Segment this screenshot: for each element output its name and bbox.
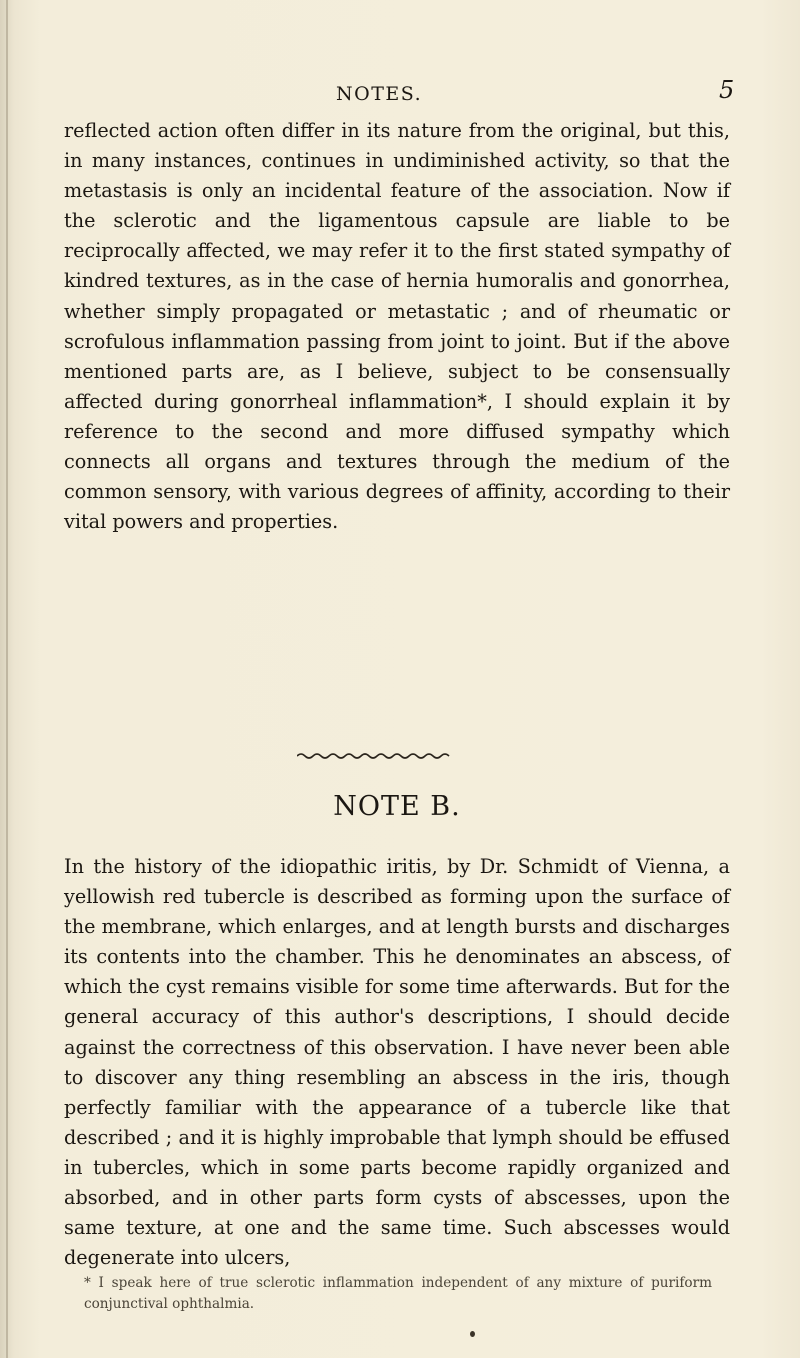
note-b-paragraph: In the history of the idiopathic iritis, by Dr. Schmidt of Vienna, a yellowish red tubercle is described as forming upon the surface of the membrane, which enlarges, and at length bursts and discharges its contents into the chamber. This he denominates an abscess, of which the cyst remains visible for some time afterwards. But for the general accuracy of this author's descriptions, I should decide against the correctness of this observation. I have never been able to discover any thing resembling an abscess in the iris, though perfectly familiar with the appearance of a tubercle like that described ; and it is highly improbable that lymph should be effused in tubercles, which in some parts become rapidly organized and absorbed, and in other parts form cysts of abscesses, upon the same texture, at one and the same time. Such abscesses would degenerate into ulcers, [64, 855, 730, 1270]
running-head [0, 76, 800, 113]
note-b-text [64, 852, 730, 1273]
running-title: NOTES. [336, 83, 423, 105]
footnote [84, 1273, 712, 1315]
footnote-text: * I speak here of true sclerotic inflammation independent of any mixture of puriform conjunctival ophthalmia. [84, 1275, 712, 1312]
section-1-paragraph: reflected action often differ in its nature from the original, but this, in many instances, continues in undiminished activity, so that the metastasis is only an incidental feature of the association. Now if the sclerotic and the ligamentous capsule are liable to be reciprocally affected, we may refer it to the first stated sympathy of kindred textures, as in the case of hernia humoralis and gonorrhea, whether simply propagated or metastatic ; and of rheumatic or scrofulous inflammation passing from joint to joint. But if the above mentioned parts are, as I believe, subject to be consensually affected during gonorrheal inflammation*, I should explain it by reference to the second and more diffused sympathy which connects all organs and textures through the medium of the common sensory, with various degrees of affinity, according to their vital powers and properties. [64, 119, 730, 534]
footnote-rule [84, 1269, 704, 1270]
section-divider-ornament [297, 751, 451, 761]
page-gutter [6, 0, 8, 1358]
page-number: 5 [719, 76, 735, 104]
ink-mark [470, 1331, 475, 1337]
section-1-text [64, 116, 730, 537]
note-b-heading: NOTE B. [333, 791, 461, 822]
